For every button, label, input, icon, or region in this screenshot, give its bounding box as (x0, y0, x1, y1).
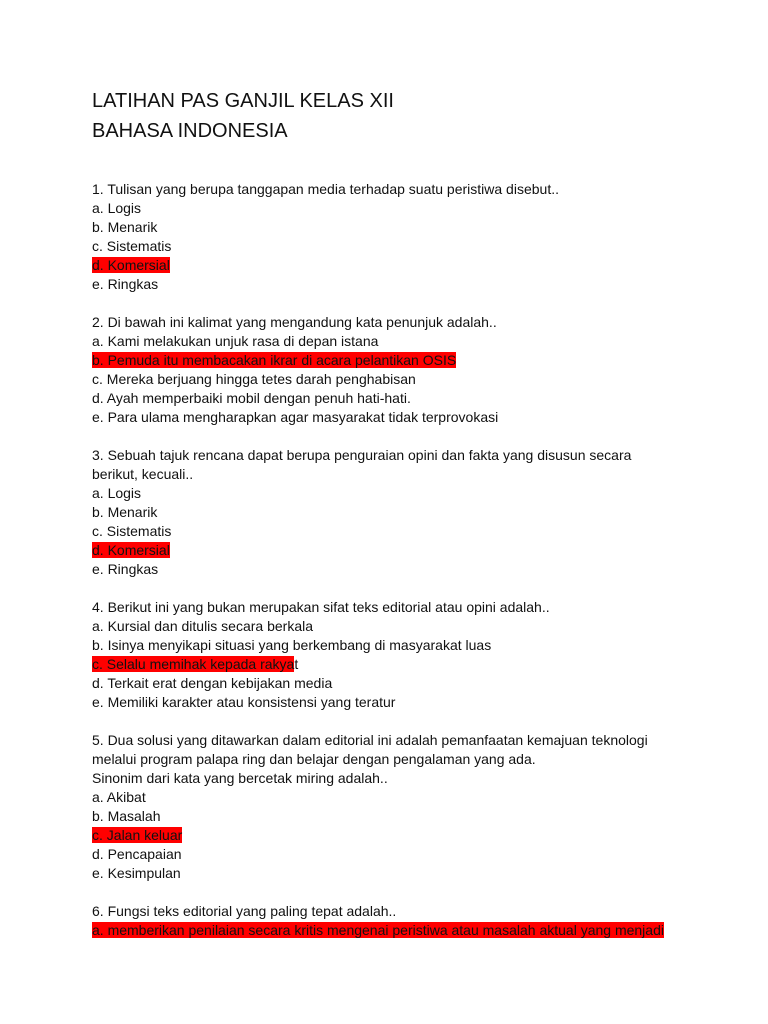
highlighted-answer: d. Komersial (92, 542, 170, 558)
question-1 (92, 180, 712, 294)
answer-option-text: a. Logis (92, 200, 142, 216)
answer-option (92, 693, 712, 712)
highlighted-answer: c. Selalu memihak kepada rakya (92, 656, 295, 672)
question-stem-line: Sinonim dari kata yang bercetak miring adalah.. (92, 770, 388, 786)
answer-option (92, 560, 712, 579)
answer-option-text: d. Ayah memperbaiki mobil dengan penuh hati-hati. (92, 390, 411, 406)
question-stem-line: berikut, kecuali.. (92, 466, 194, 482)
document-title: LATIHAN PAS GANJIL KELAS XII (92, 90, 394, 112)
highlighted-answer: d. Komersial (92, 257, 170, 273)
answer-option-text: a. Logis (92, 485, 142, 501)
answer-option (92, 617, 712, 636)
answer-option (92, 655, 712, 674)
answer-option-text: b. Menarik (92, 504, 158, 520)
answer-option (92, 503, 712, 522)
answer-option (92, 237, 712, 256)
question-3 (92, 446, 712, 579)
highlighted-answer: a. memberikan penilaian secara kritis mengenai peristiwa atau masalah aktual yang menjadi (92, 922, 664, 938)
answer-option (92, 332, 712, 351)
question-5 (92, 731, 712, 883)
question-stem-line: 4. Berikut ini yang bukan merupakan sifat teks editorial atau opini adalah.. (92, 599, 550, 615)
answer-option (92, 408, 712, 427)
answer-option-text: a. Kursial dan ditulis secara berkala (92, 618, 314, 634)
answer-option (92, 807, 712, 826)
answer-option (92, 845, 712, 864)
question-stem-line: 2. Di bawah ini kalimat yang mengandung kata penunjuk adalah.. (92, 314, 497, 330)
answer-option (92, 199, 712, 218)
answer-option (92, 826, 712, 845)
document-subtitle: BAHASA INDONESIA (92, 120, 288, 142)
answer-option-text: c. Sistematis (92, 238, 172, 254)
answer-option (92, 351, 712, 370)
question-list (92, 180, 712, 940)
answer-option-text: a. Akibat (92, 789, 146, 805)
question-stem-line: 1. Tulisan yang berupa tanggapan media terhadap suatu peristiwa disebut.. (92, 181, 559, 197)
answer-option (92, 389, 712, 408)
question-6 (92, 902, 712, 940)
answer-option (92, 921, 712, 940)
question-stem-line: 6. Fungsi teks editorial yang paling tepat adalah.. (92, 903, 397, 919)
answer-option (92, 541, 712, 560)
answer-option (92, 218, 712, 237)
question-stem-line: 3. Sebuah tajuk rencana dapat berupa penguraian opini dan fakta yang disusun secara (92, 447, 632, 463)
answer-option (92, 522, 712, 541)
answer-option (92, 788, 712, 807)
answer-option-text: b. Isinya menyikapi situasi yang berkembang di masyarakat luas (92, 637, 492, 653)
answer-option-text: a. Kami melakukan unjuk rasa di depan istana (92, 333, 379, 349)
answer-option-text: e. Para ulama mengharapkan agar masyarakat tidak terprovokasi (92, 409, 499, 425)
question-stem-line: melalui program palapa ring dan belajar dengan pengalaman yang ada. (92, 751, 536, 767)
answer-option-text: d. Pencapaian (92, 846, 182, 862)
answer-option (92, 370, 712, 389)
answer-option (92, 275, 712, 294)
document-page (92, 86, 712, 959)
answer-option-text: e. Memiliki karakter atau konsistensi yang teratur (92, 694, 396, 710)
answer-option-text: d. Terkait erat dengan kebijakan media (92, 675, 333, 691)
answer-option (92, 864, 712, 883)
question-4 (92, 598, 712, 712)
answer-option-text: b. Menarik (92, 219, 158, 235)
answer-option-text: c. Sistematis (92, 523, 172, 539)
answer-option (92, 484, 712, 503)
answer-option (92, 636, 712, 655)
highlighted-answer: c. Jalan keluar (92, 827, 183, 843)
question-stem-line: 5. Dua solusi yang ditawarkan dalam editorial ini adalah pemanfaatan kemajuan teknologi (92, 732, 648, 748)
answer-option (92, 674, 712, 693)
answer-option-text: e. Ringkas (92, 276, 159, 292)
question-2 (92, 313, 712, 427)
answer-option-text: e. Ringkas (92, 561, 159, 577)
answer-option-text: e. Kesimpulan (92, 865, 181, 881)
highlighted-answer: b. Pemuda itu membacakan ikrar di acara pelantikan OSIS (92, 352, 457, 368)
answer-option-text: b. Masalah (92, 808, 161, 824)
answer-option (92, 256, 712, 275)
answer-option-text: c. Mereka berjuang hingga tetes darah penghabisan (92, 371, 416, 387)
answer-option-text: t (294, 656, 299, 672)
